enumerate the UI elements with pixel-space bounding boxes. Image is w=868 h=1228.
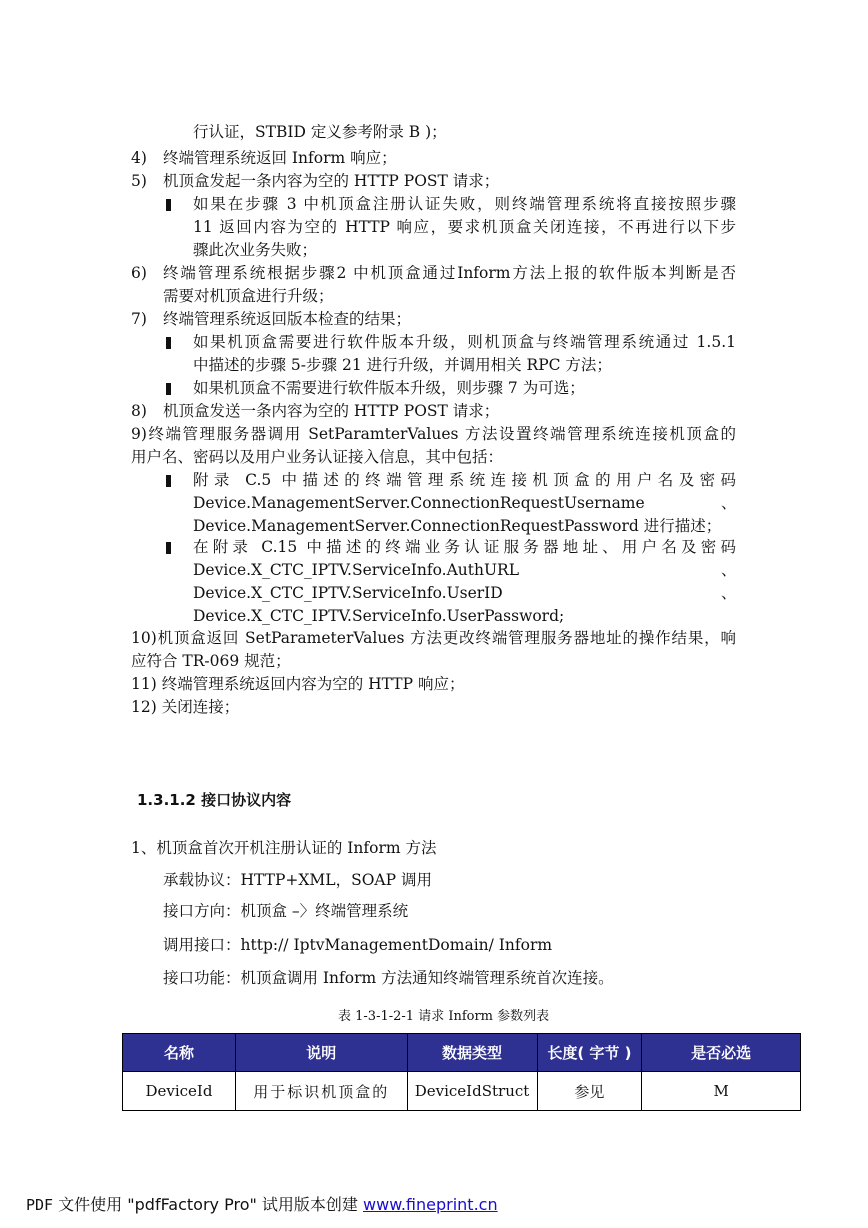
step-5-bullet-line: 骤此次业务失败； <box>193 241 318 259</box>
section-heading: 1.3.1.2 接口协议内容 <box>137 791 292 809</box>
step-9-bullet-line: 附录 C.5 中描述的终端管理系统连接机顶盒的用户名及密码 <box>193 471 736 489</box>
column-header: 数据类型 <box>407 1034 537 1072</box>
step-11-text: 11) 终端管理系统返回内容为空的 HTTP 响应； <box>131 675 465 693</box>
step-number: 5) <box>131 172 147 190</box>
bullet-icon <box>166 542 171 554</box>
step-number: 7) <box>131 310 147 328</box>
step-10-text: 应符合 TR-069 规范； <box>131 652 291 670</box>
endpoint-line: 调用接口：http:// IptvManagementDomain/ Inform <box>163 936 553 954</box>
step-9-text: 9)终端管理服务器调用 SetParamterValues 方法设置终端管理系统连接机顶盒的 <box>131 425 736 443</box>
step-10-text: 10)机顶盒返回 SetParameterValues 方法更改终端管理服务器地址的操作结果，响 <box>131 629 736 647</box>
step-6-text: 需要对机顶盒进行升级； <box>163 287 334 305</box>
step-7-text: 终端管理系统返回版本检查的结果； <box>163 310 412 328</box>
step-5-bullet-line: 11 返回内容为空的 HTTP 响应，要求机顶盒关闭连接，不再进行以下步 <box>193 218 736 236</box>
step-12-text: 12) 关闭连接； <box>131 698 240 716</box>
step-4-text: 终端管理系统返回 Inform 响应； <box>163 149 397 167</box>
table-cell: 参见 <box>537 1072 642 1111</box>
table-caption: 表 1-3-1-2-1 请求 Inform 参数列表 <box>338 1009 550 1024</box>
step-9-bullet-line: 在附录 C.15 中描述的终端业务认证服务器地址、用户名及密码 <box>193 538 736 556</box>
step-7-bullet-line: 如果机顶盒需要进行软件版本升级，则机顶盒与终端管理系统通过 1.5.1 <box>193 333 736 351</box>
bullet-icon <box>166 199 171 211</box>
column-header: 说明 <box>235 1034 407 1072</box>
table-cell: M <box>642 1072 801 1111</box>
step-number: 4) <box>131 149 147 167</box>
step-7-bullet-line: 如果机顶盒不需要进行软件版本升级，则步骤 7 为可选； <box>193 379 585 397</box>
step-3-continuation: 行认证，STBID 定义参考附录 B )； <box>193 123 447 141</box>
bullet-icon <box>166 383 171 395</box>
parameter-table <box>122 1033 801 1111</box>
bullet-icon <box>166 475 171 487</box>
step-number: 8) <box>131 402 147 420</box>
separator-mark: 、 <box>721 584 737 602</box>
protocol-line: 承载协议：HTTP+XML，SOAP 调用 <box>163 871 432 889</box>
step-9-bullet-line: Device.X_CTC_IPTV.ServiceInfo.AuthURL <box>193 561 519 579</box>
table-cell: DeviceIdStruct <box>407 1072 537 1111</box>
step-5-bullet-line: 如果在步骤 3 中机顶盒注册认证失败，则终端管理系统将直接按照步骤 <box>193 195 736 213</box>
column-header: 长度( 字节 ) <box>537 1034 642 1072</box>
table-row <box>123 1072 801 1111</box>
step-9-bullet-line: Device.ManagementServer.ConnectionRequestPassword 进行描述； <box>193 517 722 535</box>
table-cell: 用于标识机顶盒的 <box>235 1072 407 1111</box>
separator-mark: 、 <box>721 494 737 512</box>
column-header: 是否必选 <box>642 1034 801 1072</box>
step-9-bullet-line: Device.X_CTC_IPTV.ServiceInfo.UserPassword; <box>193 607 565 625</box>
footer-text: 文件使用 "pdfFactory Pro" 试用版本创建 <box>53 1195 364 1214</box>
table-cell: DeviceId <box>123 1072 236 1111</box>
function-line: 接口功能：机顶盒调用 Inform 方法通知终端管理系统首次连接。 <box>163 969 614 987</box>
step-9-bullet-line: Device.X_CTC_IPTV.ServiceInfo.UserID <box>193 584 503 602</box>
bullet-icon <box>166 337 171 349</box>
column-header: 名称 <box>123 1034 236 1072</box>
pdf-footer <box>26 1192 498 1215</box>
step-7-bullet-line: 中描述的步骤 5-步骤 21 进行升级，并调用相关 RPC 方法； <box>193 356 612 374</box>
step-9-bullet-line: Device.ManagementServer.ConnectionRequestUsername <box>193 494 645 512</box>
table-header-row <box>123 1034 801 1072</box>
step-5-text: 机顶盒发起一条内容为空的 HTTP POST 请求； <box>163 172 500 190</box>
direction-line: 接口方向：机顶盒 –〉终端管理系统 <box>163 902 409 920</box>
step-9-text: 用户名、密码以及用户业务认证接入信息，其中包括： <box>131 448 504 466</box>
separator-mark: 、 <box>721 561 737 579</box>
step-6-text: 终端管理系统根据步骤2 中机顶盒通过Inform方法上报的软件版本判断是否 <box>163 264 736 282</box>
step-number: 6) <box>131 264 147 282</box>
step-8-text: 机顶盒发送一条内容为空的 HTTP POST 请求； <box>163 402 500 420</box>
footer-link[interactable]: www.fineprint.cn <box>363 1195 498 1214</box>
footer-prefix: PDF <box>26 1196 54 1214</box>
item-1-title: 1、机顶盒首次开机注册认证的 Inform 方法 <box>131 839 437 857</box>
